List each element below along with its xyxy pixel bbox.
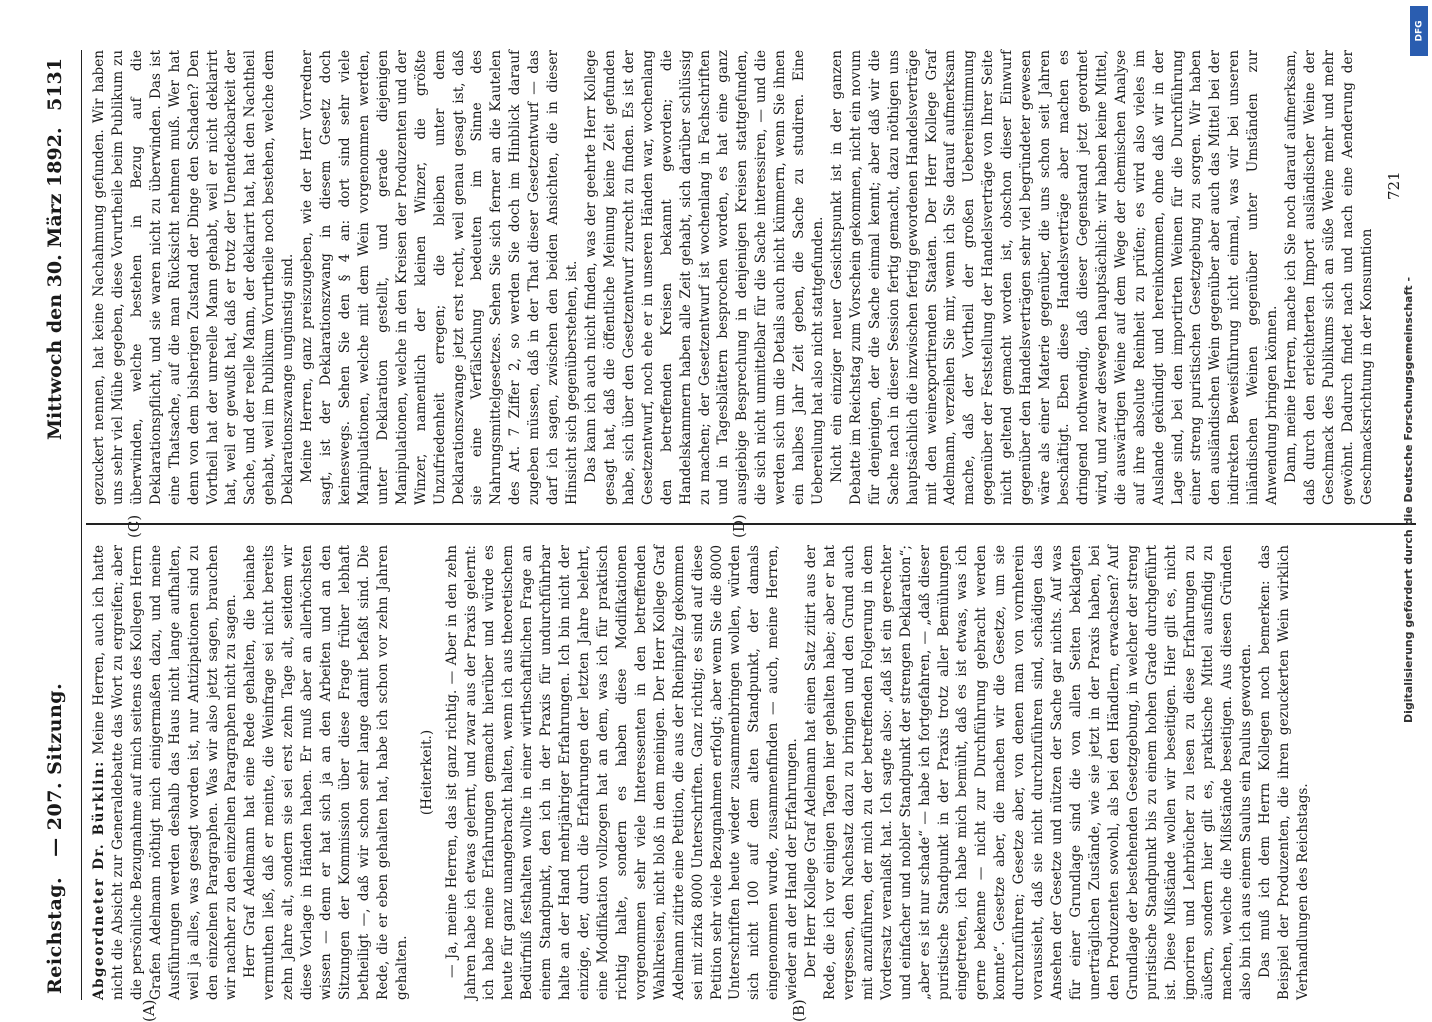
paragraph: Herr Graf Adelmann hat eine Rede gehalten, die beinahe vermuthen ließ, daß er meinte, die Weinfrage sei nicht bereits zehn Jahre alt, sondern sie sei erst zehn Tage alt, seitdem wir diese Vorlage in Händen haben. Er muß aber an allerhöchsten wissen — denn er hat sich ja an den Arbeiten und an den Sitzungen der Kommission über diese Frage früher lebhaft betheiligt —, daß wir schon sehr lange damit befaßt sind. Die Rede, die er eben gehalten hat, habe ich schon vor zehn Jahren gehalten.: [242, 545, 410, 1000]
left-column: [90, 545, 1410, 1000]
header-date: Mittwoch den 30. März 1892.: [44, 127, 66, 440]
marker-b: (B): [790, 999, 808, 1022]
left-column-text: [90, 545, 1313, 1000]
header-page-number: 5131: [44, 58, 66, 111]
digitization-text: Digitalisierung gefördert durch die Deutsche Forschungsgemeinschaft -: [1402, 276, 1415, 724]
signature-number: 721: [1385, 171, 1403, 200]
dfg-logo: [1410, 6, 1428, 56]
marker-a: (A): [140, 999, 158, 1022]
header-reichstag: Reichstag.: [44, 876, 66, 994]
paragraph: Das muß ich dem Herrn Kollegen noch bemerken: das Beispiel der Produzenten, die ihren gezuckerten Wein wirklich Verhandlungen des Reichstags.: [1257, 545, 1312, 1000]
paragraph: Das kann ich auch nicht finden, was der geehrte Herr Kollege gesagt hat, daß die öffentliche Meinung keine Zeit gefunden habe, sich über den Gesetzentwurf zurecht zu finden. Es ist der Gesetzentwurf, noch ehe er in unseren Händen war, wochenlang den betreffenden Kreisen bekannt geworden; die Handelskammern haben alle Zeit gehabt, sich darüber schlüssig zu machen; der Gesetzentwurf ist wochenlang in Fachschriften und in Tagesblättern besprochen worden, es hat eine ganz ausgiebige Besprechung in denjenigen Kreisen stattgefunden, die sich nicht unmittelbar für die Sache interessiren, — und die werden sich um die Details auch nicht kümmern, wenn Sie ihnen ein halbes Jahr Zeit geben, die Sache zu studiren. Eine Uebereilung hat also nicht stattgefunden.: [582, 50, 827, 505]
paragraph: Dann, meine Herren, mache ich Sie noch darauf aufmerksam, daß durch den erleichterten Import ausländischer Weine der Geschmack des Publikums sich an süße Weine mehr und mehr gewöhnt. Dadurch findet nach und nach eine Aenderung der Geschmacksrichtung in der Konsumtion: [1283, 50, 1375, 505]
marker-c: (C): [125, 514, 143, 538]
right-column: [90, 50, 1410, 505]
dfg-logo-text: DFG: [1414, 20, 1425, 42]
page-header: [30, 50, 82, 1000]
paragraph: Meine Herren, ganz preiszugeben, wie der Herr Vorredner sagt, ist der Deklarationszwang in diesem Gesetz doch keineswegs. Sehen Sie den § 4 an: dort sind sehr viele Manipulationen, welche mit dem Wein vorgenommen werden, unter Deklaration gestellt, und gerade diejenigen Manipulationen, welche in den Kreisen der Produzenten und der Winzer, namentlich der kleinen Winzer, die größte Unzufriedenheit erregen; die bleiben unter dem Deklarationszwange jetzt erst recht, weil genau gesagt ist, daß sie eine Verfälschung bedeuten im Sinne des Nahrungsmittelgesetzes. Sehen Sie sich ferner an die Kautelen des Art. 7 Ziffer 2, so werden Sie doch im Hinblick darauf zugeben müssen, daß in der That dieser Gesetzentwurf — das darf ich sagen, zwischen den beiden Ansichten, die in dieser Hinsicht sich gegenüberstehen, ist.: [299, 50, 581, 505]
column-divider: [86, 524, 1416, 526]
stage-direction: (Heiterkeit.): [418, 729, 435, 816]
paragraph: — Ja, meine Herren, das ist ganz richtig. — Aber in den zehn Jahren habe ich etwas gelernt, und zwar aus der Praxis gelernt: ich habe meine Erfahrungen gemacht hierüber und würde es heute für ganz unangebracht halten, wenn ich aus theoretischem Bedürfniß festhalten wollte in einer wirthschaftlichen Frage an einem Standpunkt, den ich in der Praxis für undurchführbar halte an der Hand mehrjähriger Erfahrungen. Ich bin nicht der einzige, der, durch die Erfahrungen der letzten Jahre belehrt, eine Modifikation vollzogen hat an dem, was ich für praktisch richtig halte, sondern es haben diese Modifikationen vorgenommen sehr viele Interessenten in den betreffenden Wahlkreisen, nicht bloß in dem meinigen. Der Herr Kollege Graf Adelmann zitirte eine Petition, die aus der Rheinpfalz gekommen sei mit zirka 8000 Unterschriften. Ganz richtig; es sind auf diese Petition sehr viele Bezugnahmen erfolgt; aber wenn Sie die 8000 Unterschriften heute wieder zusammenbringen wollen, würden sich nicht 100 auf dem alten Standpunkt, der damals eingenommen wurde, zusammenfinden — auch, meine Herren, wieder an der Hand der Erfahrungen.: [443, 545, 801, 1000]
digitization-note: [1390, 0, 1432, 1000]
marker-d: (D): [730, 514, 748, 538]
paragraph-text: Meine Herren, auch ich hatte nicht die Absicht zur Generaldebatte das Wort zu ergreifen; aber die persönliche Bezugnahme auf mich seitens des Kollegen Herrn Grafen Adelmann nöthigt mich einigermaßen dazu, und meine Ausführungen werden deshalb das Haus nicht lange aufhalten, weil ja alles, was gesagt worden ist, nur Antizipationen sind zu den einzelnen Paragraphen. Was wir also jetzt sagen, brauchen wir nachher zu den einzelnen Paragraphen nicht zu sagen.: [91, 545, 240, 1000]
paragraph: gezuckert nennen, hat keine Nachahmung gefunden. Wir haben uns sehr viel Mühe gegeben, diese Vorurtheile beim Publikum zu überwinden, welche bestehen in Bezug auf die Deklarationspflicht, und sie waren nicht zu überwinden. Das ist eine Thatsache, auf die man Rücksicht nehmen muß. Wer hat denn von dem bisherigen Zustand der Dinge den Schaden? Den Vortheil hat der unreelle Mann gehabt, weil er nicht deklarirt hat, weil er gewußt hat, daß er trotz der Unentdeckbarkeit der Sache, und der reelle Mann, der deklarirt hat, hat den Nachtheil gehabt, weil im Publikum Vorurtheile noch bestehen, welche dem Deklarationszwange ungünstig sind.: [91, 50, 297, 505]
paragraph: [90, 545, 241, 1000]
header-session: — 207. Sitzung.: [44, 682, 66, 857]
right-column-text: [90, 50, 1377, 505]
header-left: [44, 683, 66, 994]
speaker-name: Abgeordneter Dr. Bürklin:: [91, 760, 107, 1000]
paragraph: Der Herr Kollege Graf Adelmann hat einen Satz zitirt aus der Rede, die ich vor einigen Tagen hier gehalten habe; aber er hat vergessen, den Nachsatz dazu zu bringen und den Grund auch mit anzuführen, der mich zu der betreffenden Folgerung in dem Vordersatz veranlaßt hat. Ich sagte also: „daß ist ein gerechter und einfacher und nobler Standpunkt der strengen Deklaration“; „aber es ist nur schade“ — habe ich fortgefahren, — „daß dieser puristische Standpunkt in der Praxis trotz aller Bemühungen eingetreten, ich habe mich bemüht, daß es ist etwas, was ich gerne bekenne — nicht zur Durchführung gebracht werden konnte“. Gesetze aber, die machen wir die Gesetze, um sie durchzuführen; Gesetze aber, von denen man von vornherein voraussieht, daß sie nicht durchzuführen sind, schädigen das Ansehen der Gesetze und nützen der Sache gar nichts. Auf was für einer Grundlage sind die von allen Seiten beklagten unerträglichen Zustände, wie sie jetzt in der Praxis haben, bei den Produzenten sowohl, als bei den Händlern, erwachsen? Auf Grundlage der bestehenden Gesetzgebung, in welcher der streng puristische Standpunkt bis zu einem hohen Grade durchgeführt ist. Diese Mißstände wollen wir beseitigen. Hier gilt es, nicht ignoriren und Lehrbücher zu lesen zu diese Erfahrungen zu äußern, sondern hier gilt es, praktische Mittel ausfindig zu machen, welche die Mißstände beseitigen. Aus diesen Gründen also bin ich aus einem Saulus ein Paulus geworden.: [803, 545, 1255, 1000]
paragraph: Nicht ein einziger neuer Gesichtspunkt ist in der ganzen Debatte im Reichstag zum Vorschein gekommen, nicht ein novum für denjenigen, der die Sache einmal kennt; aber daß wir die Sache nach in dieser Session fertig gemacht, dazu nöthigen uns hauptsächlich die inzwischen fertig gewordenen Handelsverträge mit den weinexportirenden Staaten. Der Herr Kollege Graf Adelmann, verzeihen Sie mir, wenn ich Sie darauf aufmerksam mache, daß der Vortheil der großen Uebereinstimmung gegenüber der Feststellung der Handelsverträge von Ihrer Seite nicht geltend gemacht worden ist, obschon dieser Einwurf gegenüber den Handelsverträgen sehr viel begründeter gewesen wäre als einer Materie gegenüber, die uns schon seit Jahren beschäftigt. Eben diese Handelsverträge aber machen es dringend nothwendig, daß dieser Gegenstand jetzt geordnet wird, und zwar deswegen hauptsächlich: wir haben keine Mittel, die auswärtigen Weine auf dem Wege der chemischen Analyse auf ihre absolute Reinheit zu prüfen; es wird also vieles im Auslande gekündigt und hereinkommen, ohne daß wir in der Lage sind, bei den importirten Weinen für die Durchführung einer streng puristischen Gesetzgebung zu sorgen. Wir haben den ausländischen Wein gegenüber aber auch das Mittel bei der indirekten Beweisführung nicht einmal, was wir bei unseren inländischen Weinen gegenüber unter Umständen zur Anwendung bringen können.: [828, 50, 1281, 505]
scanned-page: [30, 50, 1420, 1022]
